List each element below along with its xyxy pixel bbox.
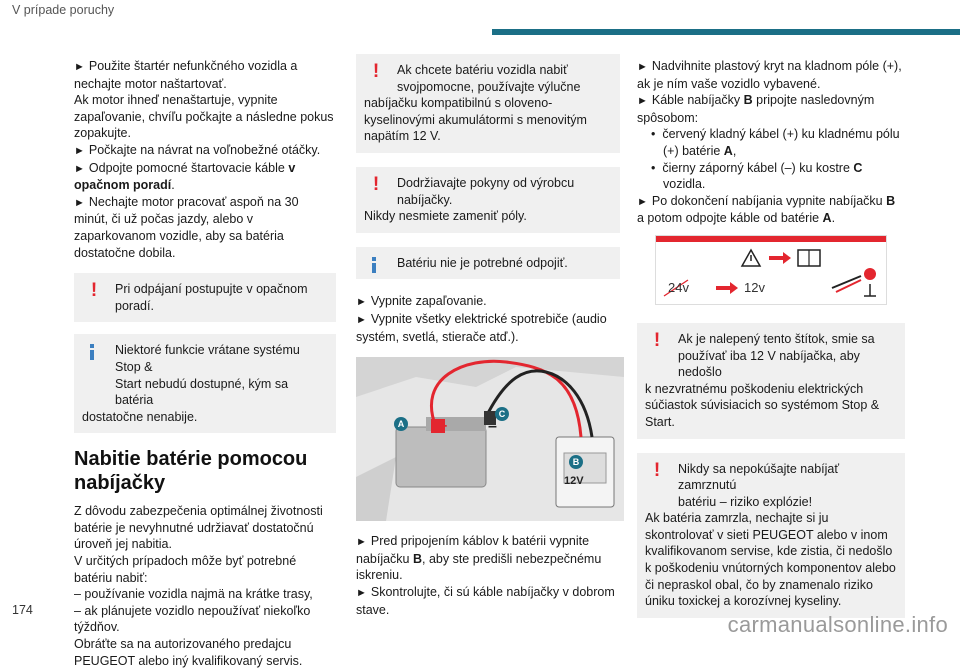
- step-text: ► Vypnite všetky elektrické spotrebiče (audio systém, svetlá, stierače atď.).: [356, 311, 607, 344]
- right-column: [637, 58, 905, 618]
- arrow-bullet-icon: ►: [356, 536, 367, 549]
- callout-a: A: [394, 417, 408, 431]
- info-icon: [90, 344, 94, 360]
- arrow-bullet-icon: ►: [356, 313, 367, 326]
- arrow-right-icon: [769, 252, 791, 264]
- step-text: ► Počkajte na návrat na voľnobežné otáčky.: [74, 142, 321, 157]
- info-icon: [372, 257, 376, 273]
- battery-charging-illustration: [356, 357, 624, 521]
- dash-item: – používanie vozidla najmä na krátke trasy,: [74, 587, 313, 602]
- middle-column: [356, 50, 620, 618]
- charger-voltage: 12V: [564, 475, 584, 488]
- plus-sign: +: [438, 418, 448, 436]
- step-text: ► Káble nabíjačky B pripojte nasledovným spôsobom:: [637, 93, 875, 125]
- arrow-bullet-icon: ►: [74, 162, 85, 175]
- chapter-title: V prípade poruchy: [12, 3, 115, 17]
- step-text: ► Odpojte pomocné štartovacie káble v opačnom poradí.: [74, 160, 296, 193]
- paragraph: Z dôvodu zabezpečenia optimálnej životnosti batérie je nevyhnutné udržiavať dostatočnú úroveň jej nabitia.: [74, 504, 323, 552]
- warning-icon: !: [372, 173, 380, 195]
- step-text: ► Vypnite zapaľovanie.: [356, 294, 487, 309]
- info-box: Batériu nie je potrebné odpojiť.: [356, 247, 620, 280]
- dash-item: – ak plánujete vozidlo nepoužívať niekoľko týždňov.: [74, 603, 311, 635]
- arrow-bullet-icon: ►: [637, 61, 648, 73]
- engine-bay-drawing: [356, 357, 624, 521]
- step-text: ► Pred pripojením káblov k batérii vypnite nabíjačku B, aby ste predišli nebezpečnému iskreniu.: [356, 534, 602, 583]
- arrow-right-icon: [716, 282, 738, 294]
- crossed-voltage: 24v: [668, 279, 689, 295]
- warning-icon: !: [90, 280, 98, 302]
- minus-sign: –: [488, 418, 497, 436]
- arrow-bullet-icon: ►: [356, 296, 367, 309]
- warning-icon: !: [372, 61, 380, 82]
- info-box: Niektoré funkcie vrátane systému Stop & Start nebudú dostupné, kým sa batéria dostatočne nenabije.: [74, 334, 336, 433]
- arrow-bullet-icon: ►: [356, 586, 367, 599]
- callout-c: C: [495, 407, 509, 421]
- paragraph: V určitých prípadoch môže byť potrebné batériu nabiť:: [74, 554, 297, 585]
- warning-box: ! Pri odpájaní postupujte v opačnom poradí.: [74, 273, 336, 322]
- allowed-voltage: 12v: [744, 279, 765, 295]
- left-column: [74, 58, 336, 669]
- warning-icon: !: [653, 329, 661, 351]
- header-accent-bar: [492, 29, 960, 35]
- warning-box: ! Nikdy sa nepokúšajte nabíjať zamrznutú batériu – riziko explózie! Ak batéria zamrzla, nechajte si ju skontrolovať v sieti PEUGEOT alebo v inom kvalifikovanom servise, kde zistia, či nedošlo k poškodeniu vnútorných komponentov alebo či nepraskol obal, čo by znamenalo riziko úniku toxickej a korozívnej kyseliny.: [637, 453, 905, 618]
- callout-b: B: [569, 455, 583, 469]
- warning-box: ! Dodržiavajte pokyny od výrobcu nabíjačky. Nikdy nesmiete zameniť póly.: [356, 167, 620, 233]
- step-text: ► Nechajte motor pracovať aspoň na 30 minút, či už počas jazdy, alebo v zaparkovanom vozidle, aby sa batéria dostatočne dobila.: [74, 194, 299, 260]
- section-heading: Nabitie batérie pomocou nabíjačky: [74, 448, 308, 495]
- arrow-bullet-icon: ►: [74, 61, 85, 73]
- paragraph: Ak motor ihneď nenaštartuje, vypnite zapaľovanie, chvíľu počkajte a následne pokus zopakujte.: [74, 93, 334, 141]
- page-number: 174: [12, 603, 33, 617]
- arrow-bullet-icon: ►: [74, 196, 85, 209]
- step-text: ► Nadvihnite plastový kryt na kladnom póle (+), ak je ním vaše vozidlo vybavené.: [637, 59, 902, 91]
- bullet-list: [637, 126, 905, 192]
- warning-box: ! Ak chcete batériu vozidla nabiť svojpomocne, používajte výlučne nabíjačku kompatibilnú s oloveno-kyselinovými akumulátormi s menovitým napätím 12 V.: [356, 54, 620, 153]
- voltage-sticker: [655, 235, 887, 305]
- list-item: • červený kladný kábel (+) ku kladnému pólu (+) batérie A,: [651, 127, 900, 158]
- paragraph: Obráťte sa na autorizovaného predajcu PEUGEOT alebo iný kvalifikovaný servis.: [74, 637, 303, 668]
- step-text: ► Použite štartér nefunkčného vozidla a nechajte motor naštartovať.: [74, 59, 298, 91]
- step-text: ► Po dokončení nabíjania vypnite nabíjačku B a potom odpojte káble od batérie A.: [637, 193, 896, 226]
- arrow-bullet-icon: ►: [74, 144, 85, 157]
- arrow-bullet-icon: ►: [637, 95, 648, 108]
- warning-box: ! Ak je nalepený tento štítok, smie sa používať iba 12 V nabíjačka, aby nedošlo k nezvratnému poškodeniu elektrických súčiastok súvisiacich so systémom Stop & Start.: [637, 323, 905, 439]
- arrow-bullet-icon: ►: [637, 195, 648, 208]
- warning-icon: !: [653, 459, 661, 481]
- plus-terminal-icon: [864, 268, 876, 280]
- watermark: carmanualsonline.info: [727, 612, 948, 637]
- list-item: • čierny záporný kábel (–) ku kostre C vozidla.: [651, 160, 863, 192]
- step-text: ► Skontrolujte, či sú káble nabíjačky v dobrom stave.: [356, 584, 615, 617]
